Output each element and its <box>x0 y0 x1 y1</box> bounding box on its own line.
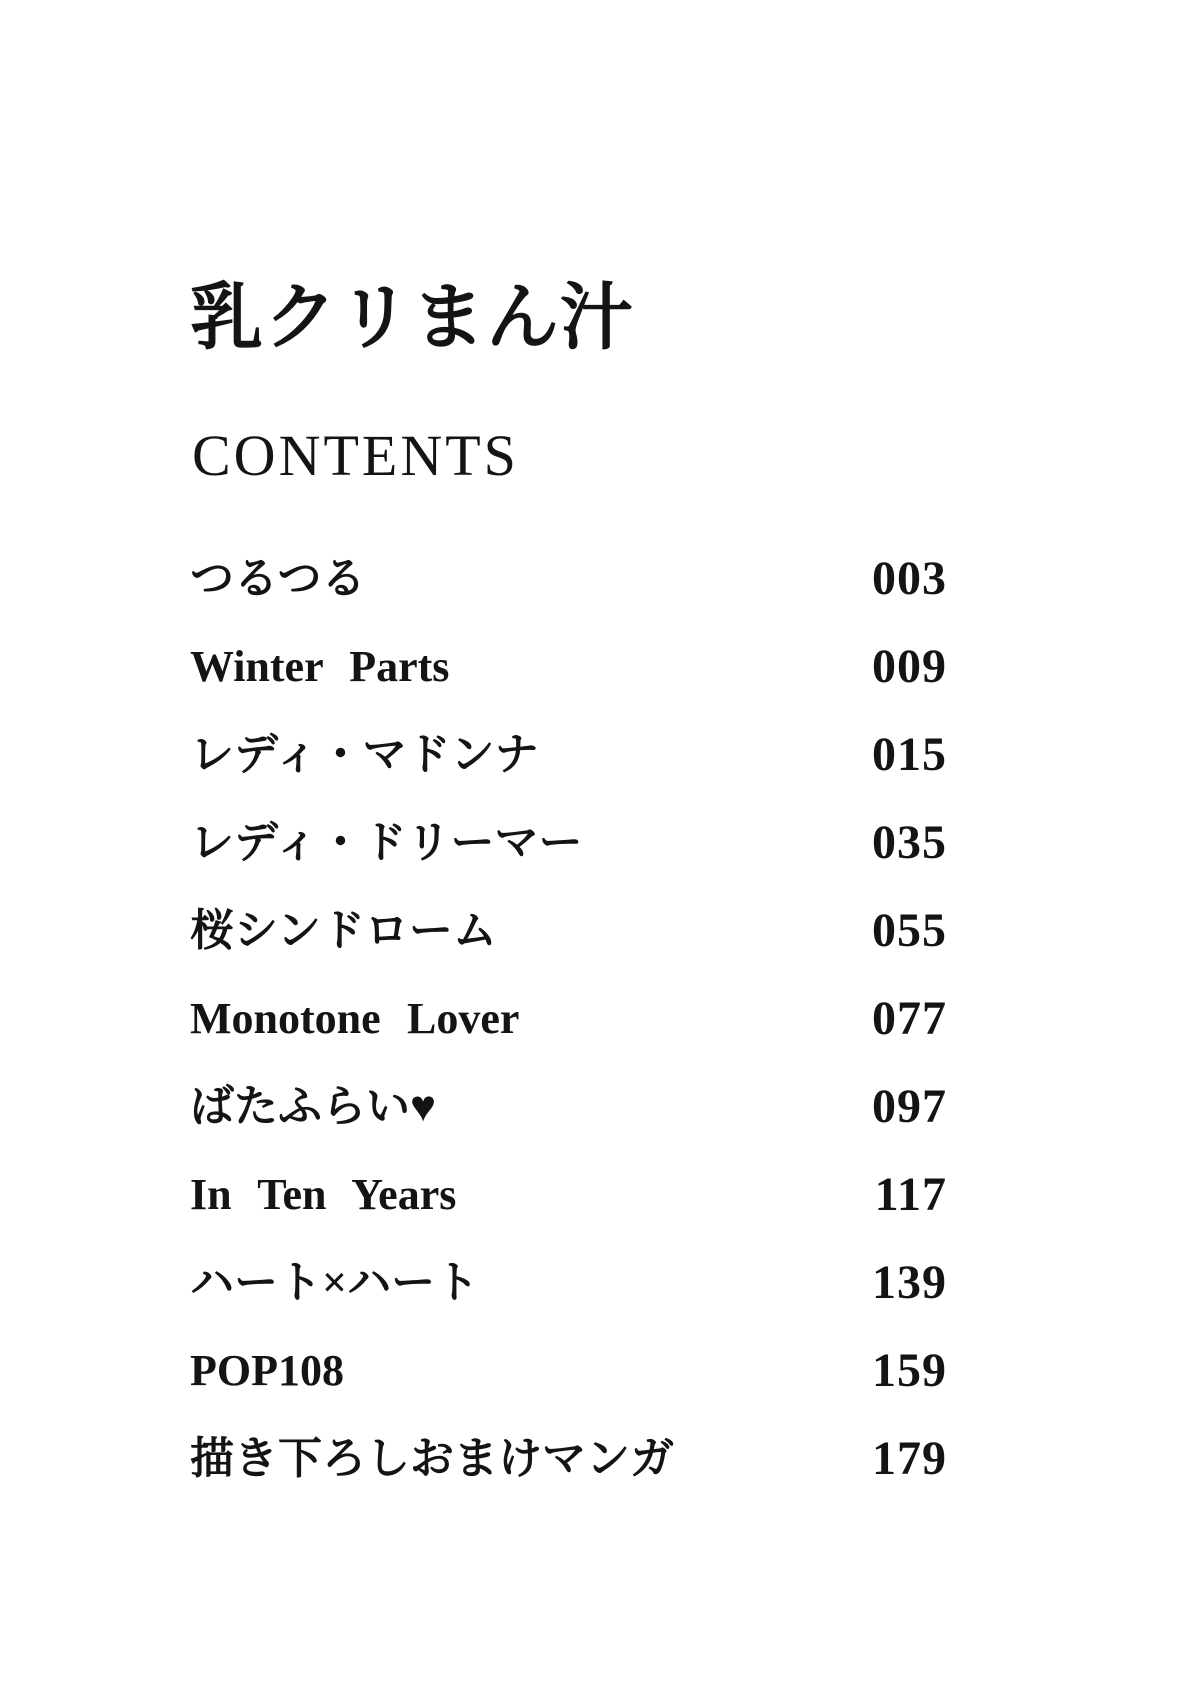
toc-list <box>190 535 947 1503</box>
toc-entry-title: ハート×ハート <box>190 1258 480 1307</box>
toc-entry-title: レディ・ドリーマー <box>190 818 583 867</box>
toc-entry-title: 描き下ろしおまけマンガ <box>190 1434 674 1483</box>
toc-entry <box>190 623 947 711</box>
toc-entry <box>190 711 947 799</box>
toc-entry-page-number: 003 <box>872 552 947 605</box>
toc-entry <box>190 975 947 1063</box>
toc-entry-page-number: 015 <box>872 728 947 781</box>
toc-entry-page-number: 179 <box>872 1432 947 1485</box>
toc-entry <box>190 799 947 887</box>
toc-entry-title: Monotone Lover <box>190 994 520 1043</box>
toc-entry-title: つるつる <box>190 554 366 603</box>
toc-entry-page-number: 035 <box>872 816 947 869</box>
contents-heading: CONTENTS <box>192 423 519 488</box>
toc-entry-page-number: 117 <box>874 1168 947 1221</box>
toc-entry-page-number: 139 <box>872 1256 947 1309</box>
toc-entry-title: ばたふらい♥ <box>190 1082 437 1131</box>
toc-entry-title: In Ten Years <box>190 1170 457 1219</box>
toc-entry-title: レディ・マドンナ <box>190 730 539 779</box>
toc-entry <box>190 1327 947 1415</box>
book-title: 乳クリまん汁 <box>190 277 634 358</box>
toc-entry <box>190 1151 947 1239</box>
toc-entry-title: POP108 <box>190 1346 344 1395</box>
toc-entry-page-number: 159 <box>872 1344 947 1397</box>
toc-entry-page-number: 055 <box>872 904 947 957</box>
toc-entry-page-number: 009 <box>872 640 947 693</box>
toc-entry-title: 桜シンドローム <box>190 906 497 955</box>
toc-entry <box>190 1063 947 1151</box>
toc-entry-page-number: 077 <box>872 992 947 1045</box>
toc-entry-page-number: 097 <box>872 1080 947 1133</box>
toc-entry <box>190 887 947 975</box>
toc-entry <box>190 1415 947 1503</box>
toc-entry <box>190 535 947 623</box>
toc-entry <box>190 1239 947 1327</box>
toc-entry-title: Winter Parts <box>190 642 450 691</box>
